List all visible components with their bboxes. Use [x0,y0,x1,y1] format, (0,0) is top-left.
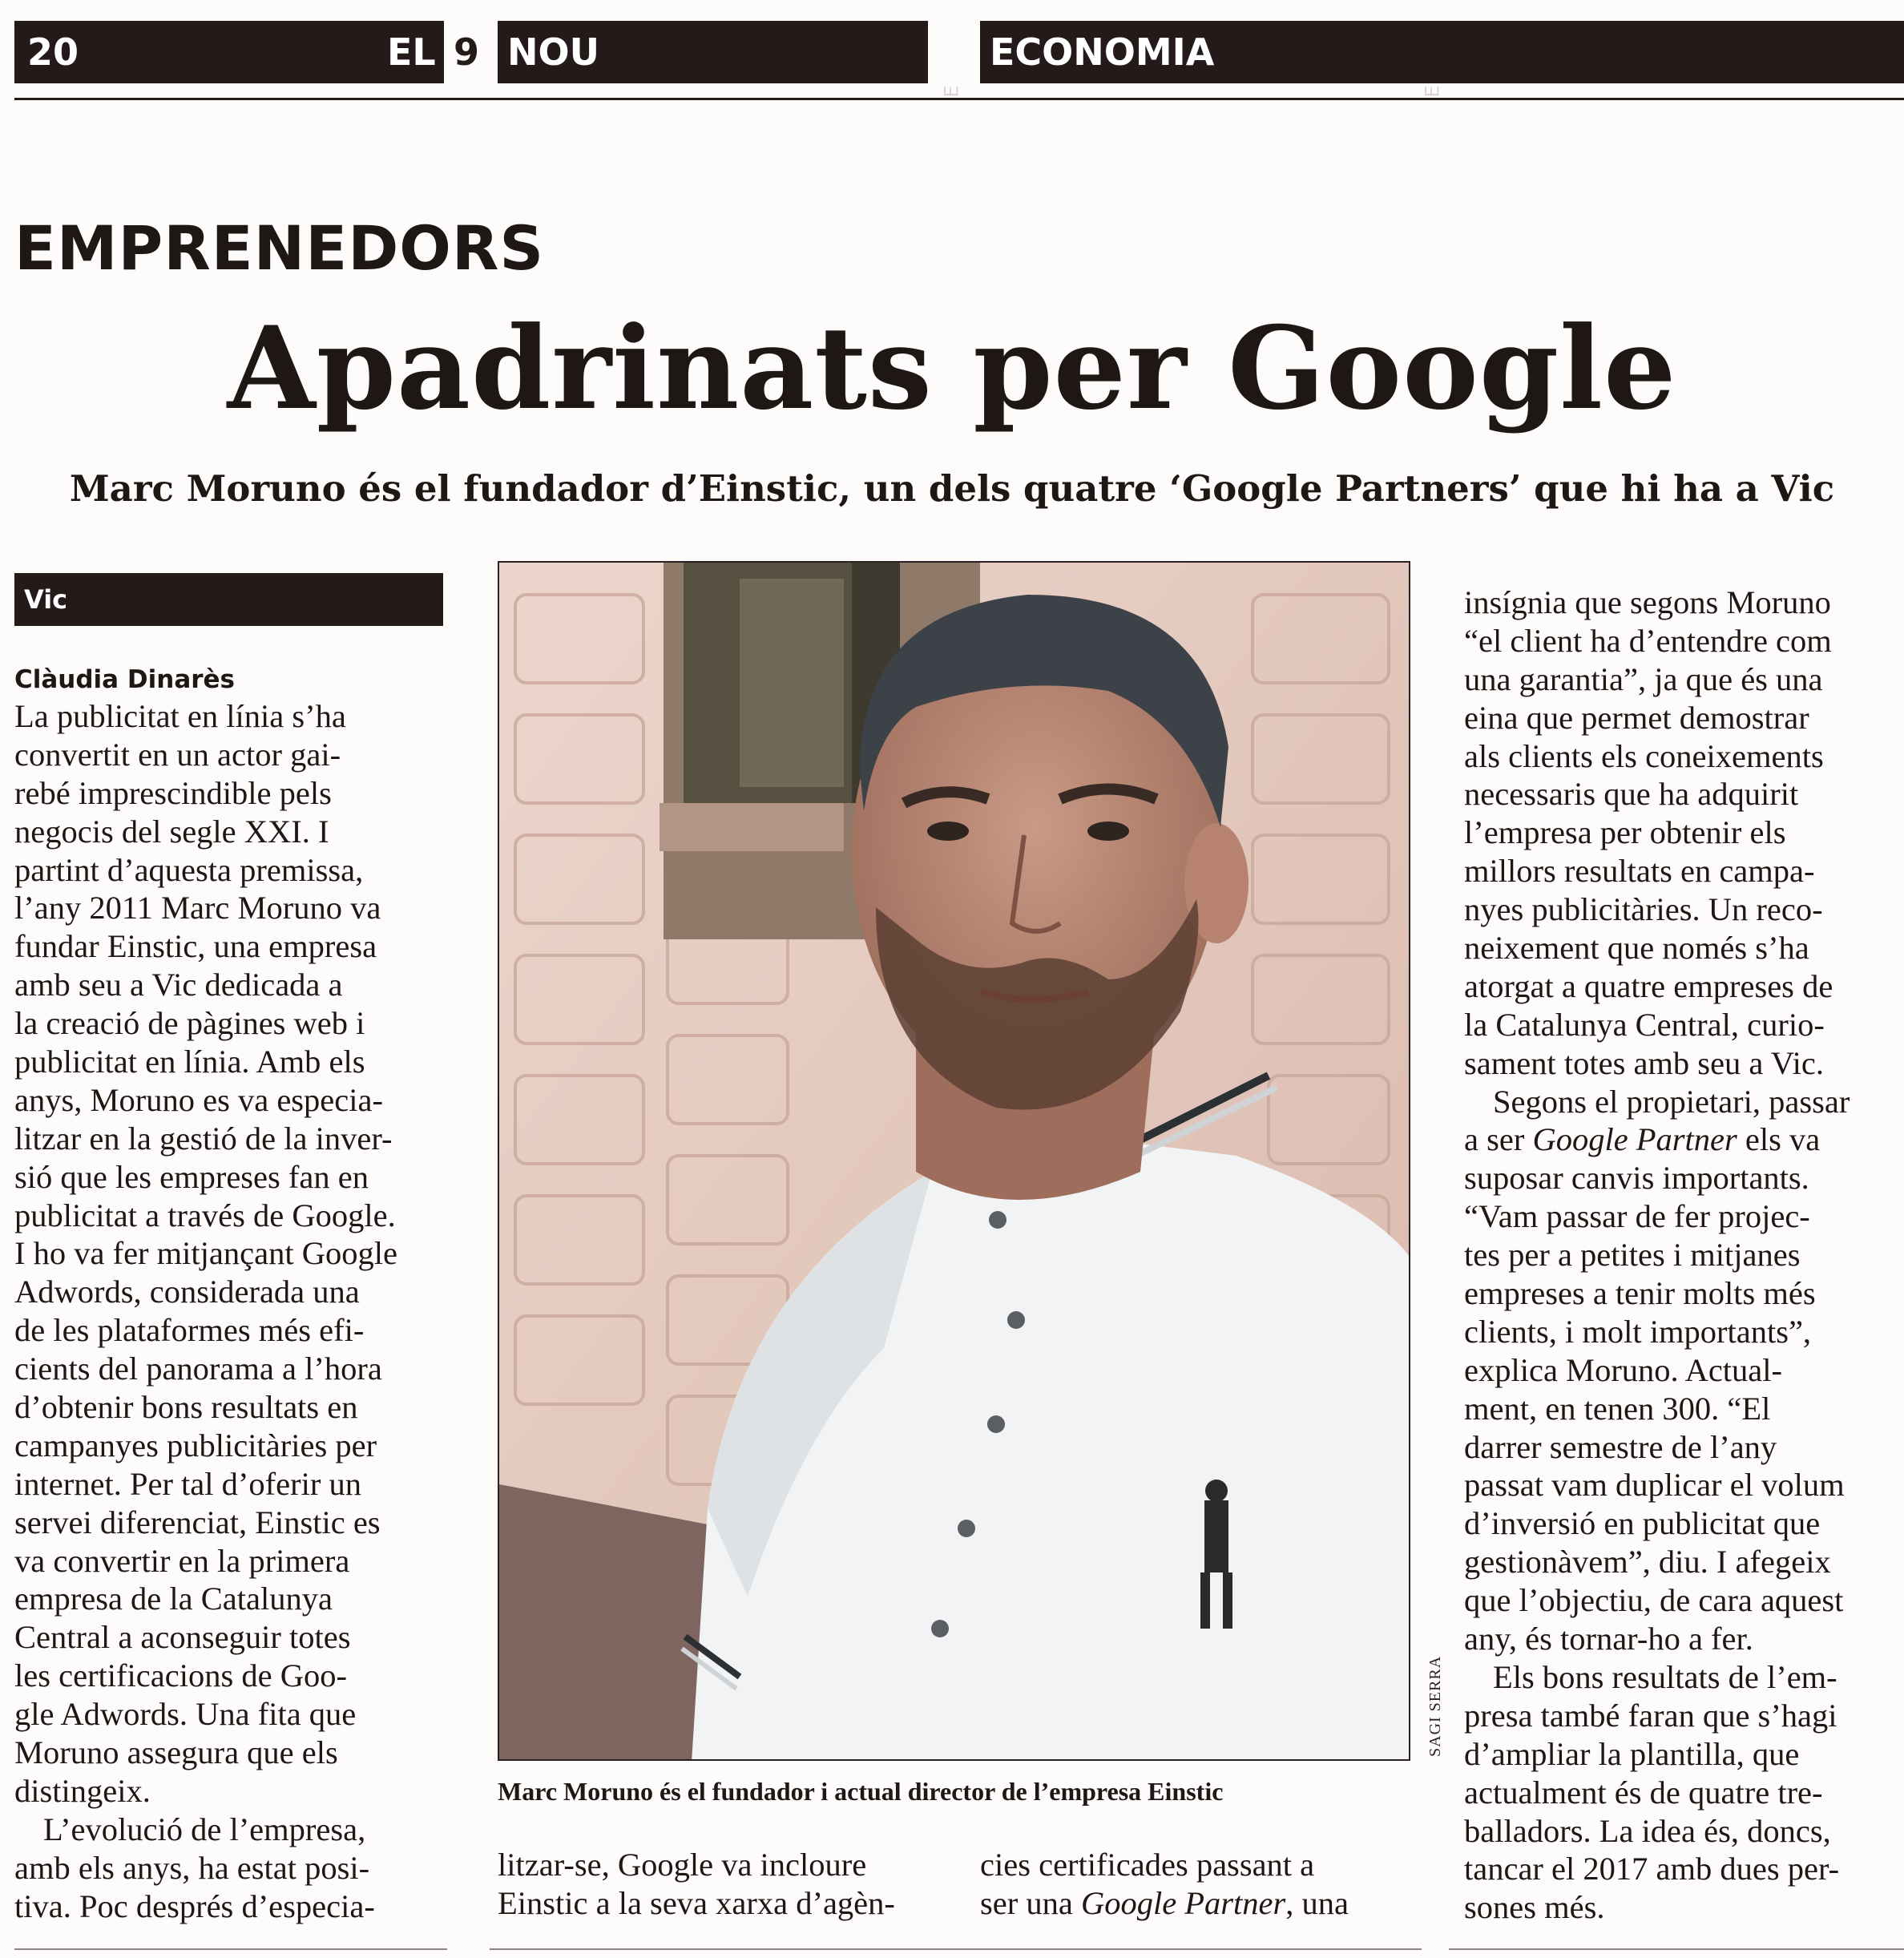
column-2 [498,1846,946,1923]
column-4-line: eina que permet demostrar [1464,699,1809,736]
column-4-line: necessaris que ha adquirit [1464,776,1799,813]
column-4-line [1464,1120,1904,1159]
column-1-line: de les plataformes més efi- [14,1312,365,1349]
column-4-line: passat vam duplicar el volum [1464,1467,1845,1504]
column-1-line: cients del panorama a l’hora [14,1350,382,1387]
kicker: EMPRENEDORS [14,212,545,284]
column-3-line: cies certificades passant a [980,1847,1315,1883]
column-4 [1464,583,1904,1927]
column-4-line: presa també faran que s’hagi [1464,1697,1837,1734]
bottom-rule-middle [490,1948,1422,1950]
column-4-line: “el client ha d’entendre com [1464,622,1832,659]
bottom-rule-left [14,1948,447,1950]
column-1-line: tiva. Poc després d’especia- [14,1887,375,1924]
masthead-el: EL [387,30,436,74]
column-1 [14,697,463,1926]
column-3-text: ser una [980,1884,1081,1921]
deck: Marc Moruno és el fundador d’Einstic, un dels quatre ‘Google Partners’ que hi ha a Vic [69,467,1835,510]
column-4-line: balladors. La idea és, doncs, [1464,1812,1831,1849]
column-4-line: tes per a petites i mitjanes [1464,1237,1801,1274]
column-4-line: una garantia”, ja que és una [1464,660,1823,697]
column-1-line: internet. Per tal d’oferir un [14,1465,361,1502]
column-1-line: negocis del segle XXI. I [14,813,329,850]
column-1-line: La publicitat en línia s’ha [14,698,346,734]
column-4-line: l’empresa per obtenir els [1464,814,1786,851]
column-4-line: atorgat a quatre empreses de [1464,967,1833,1004]
column-3-emphasis: Google Partner [1080,1884,1286,1921]
column-4-line: neixement que només s’ha [1464,930,1809,967]
column-1-line: Adwords, considerada una [14,1274,360,1310]
masthead-nou: NOU [507,30,599,74]
column-1-line: les certificacions de Goo- [14,1657,347,1694]
column-4-line: Els bons resultats de l’em- [1493,1658,1837,1695]
column-4-line: sament totes amb seu a Vic. [1464,1044,1824,1081]
column-4-line: la Catalunya Central, curio- [1464,1006,1825,1043]
photo-caption: Marc Moruno és el fundador i actual director de l’empresa Einstic [498,1777,1224,1806]
portrait-image [499,563,1410,1761]
column-4-line: suposar canvis importants. [1464,1160,1809,1197]
byline: Clàudia Dinarès [14,665,236,694]
column-1-line: L’evolució de l’empresa, [43,1811,366,1847]
column-4-part-a [1464,583,1904,1120]
column-1-line: publicitat en línia. Amb els [14,1044,365,1080]
ghost-mark: E [1421,85,1444,98]
header-bar-right [980,21,1904,83]
column-1-line: anys, Moruno es va especia- [14,1081,383,1118]
headline: Apadrinats per Google [227,302,1677,435]
column-1-line: empresa de la Catalunya [14,1581,333,1617]
column-4-part-b [1464,1159,1904,1927]
column-4-line: d’ampliar la plantilla, que [1464,1735,1800,1772]
photo-credit: SAGI SERRA [1426,1655,1444,1757]
column-1-line: Central a aconseguir totes [14,1619,351,1656]
column-1-line: d’obtenir bons resultats en [14,1389,358,1426]
column-1-line: distingeix. [14,1772,151,1809]
column-4-line: clients, i molt importants”, [1464,1313,1812,1350]
column-4-line: actualment és de quatre tre- [1464,1774,1823,1811]
section-name: ECONOMIA [990,30,1215,74]
column-3 [980,1846,1413,1923]
column-1-line: servei diferenciat, Einstic es [14,1504,381,1540]
masthead-digit: 9 [454,30,480,74]
column-4-line: que l’objectiu, de cara aquest [1464,1582,1844,1619]
column-1-line: la creació de pàgines web i [14,1005,365,1042]
column-4-line: sones més. [1464,1889,1605,1926]
column-2-line: litzar-se, Google va incloure [498,1847,867,1883]
column-4-text: els va [1737,1121,1821,1158]
column-1-line: rebé imprescindible pels [14,774,332,811]
column-1-line: campanyes publicitàries per [14,1427,377,1463]
column-2-line: Einstic a la seva xarxa d’agèn- [498,1884,895,1921]
column-3-line [980,1884,1413,1923]
column-1-line: convertit en un actor gai- [14,736,341,773]
column-4-emphasis: Google Partner [1532,1121,1737,1158]
column-1-line: fundar Einstic, una empresa [14,928,377,965]
column-4-text: a ser [1464,1121,1533,1158]
column-1-line: va convertir en la primera [14,1542,350,1579]
column-1-line: sió que les empreses fan en [14,1158,369,1195]
column-1-line: litzar en la gestió de la inver- [14,1120,393,1157]
column-4-line: empreses a tenir molts més [1464,1275,1816,1312]
column-1-line: Moruno assegura que els [14,1734,338,1771]
column-1-line: amb els anys, ha estat posi- [14,1849,370,1886]
column-4-line: millors resultats en campa- [1464,853,1815,890]
column-4-line: ment, en tenen 300. “El [1464,1390,1771,1427]
column-1-line: l’any 2011 Marc Moruno va [14,890,381,927]
page-number: 20 [27,30,79,74]
column-1-line: amb seu a Vic dedicada a [14,967,343,1003]
column-4-line: gestionàvem”, diu. I afegeix [1464,1544,1831,1581]
location-tag: Vic [14,573,443,626]
column-4-line: Segons el propietari, passar [1493,1083,1850,1120]
header-bar-left [14,21,444,83]
column-4-line: “Vam passar de fer projec- [1464,1198,1810,1235]
column-1-line: publicitat a través de Google. [14,1197,396,1233]
column-1-line: partint d’aquesta premissa, [14,851,364,888]
column-4-line: darrer semestre de l’any [1464,1428,1777,1465]
column-4-line: explica Moruno. Actual- [1464,1351,1783,1388]
column-4-line: als clients els coneixements [1464,737,1824,774]
header-bar-middle [498,21,928,83]
header-rule [14,98,1904,100]
column-4-line: d’inversió en publicitat que [1464,1505,1821,1542]
column-1-line: gle Adwords. Una fita que [14,1696,357,1733]
ghost-mark: E [940,85,963,98]
column-4-line: nyes publicitàries. Un reco- [1464,891,1823,928]
portrait-photo [498,561,1410,1761]
column-1-line: I ho va fer mitjançant Google [14,1235,397,1272]
column-3-text: , una [1285,1884,1349,1921]
column-4-line: insígnia que segons Moruno [1464,584,1831,620]
column-4-line: any, és tornar-ho a fer. [1464,1621,1753,1657]
bottom-rule-right [1449,1948,1904,1950]
column-4-line: tancar el 2017 amb dues per- [1464,1851,1840,1887]
